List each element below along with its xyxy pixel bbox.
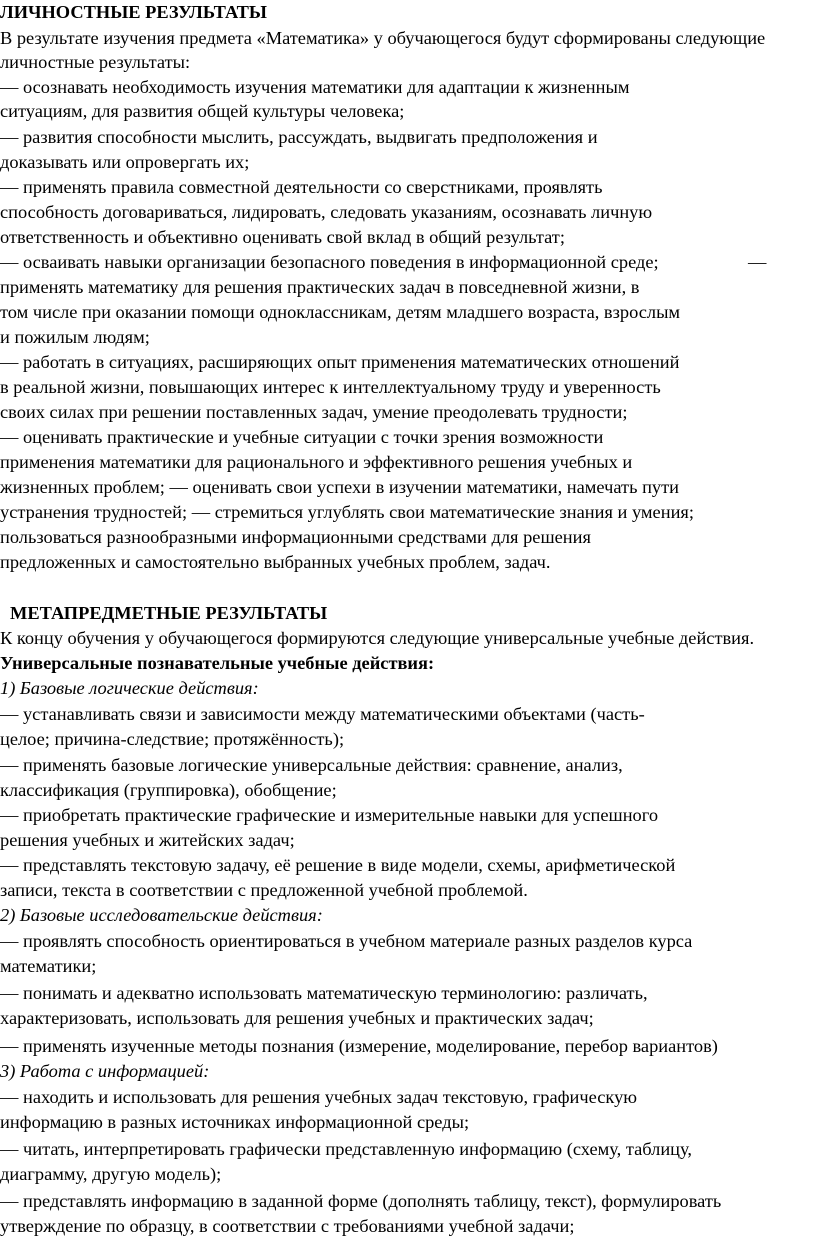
section-title-research: 2) Базовые исследовательские действия: [0,905,323,925]
personal-results-heading: ЛИЧНОСТНЫЕ РЕЗУЛЬТАТЫ [0,2,267,22]
paragraph-line: ситуациям, для развития общей культуры человека; [0,101,405,121]
list-item: — понимать и адекватно использовать математическую терминологию: различать, [0,983,648,1003]
paragraph-line: доказывать или опровергать их; [0,152,250,172]
list-item: — приобретать практические графические и измерительные навыки для успешного [0,805,659,825]
paragraph-line: устранения трудностей; — стремиться углублять свои математические знания и умения; [0,502,694,522]
list-item: — применять изученные методы познания (измерение, моделирование, перебор вариантов) [0,1036,718,1056]
paragraph-line: информацию в разных источниках информационной среды; [0,1112,470,1132]
paragraph-line: жизненных проблем; — оценивать свои успехи в изучении математики, намечать пути [0,477,679,497]
paragraph-line: В результате изучения предмета «Математика» у обучающегося будут сформированы следующие [0,28,766,48]
list-item: — проявлять способность ориентироваться в учебном материале разных разделов курса [0,931,693,951]
list-item: — работать в ситуациях, расширяющих опыт применения математических отношений [0,352,680,372]
paragraph-line: том числе при оказании помощи одноклассникам, детям младшего возраста, взрослым [0,302,681,322]
list-item: — осознавать необходимость изучения математики для адаптации к жизненным [0,77,630,97]
paragraph-line: утверждение по образцу, в соответствии с требованиями учебной задачи; [0,1216,575,1236]
list-item: — применять базовые логические универсальные действия: сравнение, анализ, [0,755,623,775]
list-item: — оценивать практические и учебные ситуации с точки зрения возможности [0,427,604,447]
list-item: — применять правила совместной деятельности со сверстниками, проявлять [0,177,603,197]
meta-intro: К концу обучения у обучающегося формируются следующие универсальные учебные действия. [0,628,755,648]
list-item: — осваивать навыки организации безопасного поведения в информационной среде; [0,252,659,272]
paragraph-line: классификация (группировка), обобщение; [0,780,337,800]
list-item: — представлять информацию в заданной форме (дополнять таблицу, текст), формулировать [0,1191,722,1211]
paragraph-line: в реальной жизни, повышающих интерес к интеллектуальному труду и уверенность [0,377,661,397]
paragraph-line: своих силах при решении поставленных задач, умение преодолевать трудности; [0,402,628,422]
paragraph-line: пользоваться разнообразными информационными средствами для решения [0,527,591,547]
paragraph-line: и пожилым людям; [0,327,150,347]
paragraph-line: применения математики для рационального и эффективного решения учебных и [0,452,633,472]
paragraph-line: способность договариваться, лидировать, следовать указаниям, осознавать личную [0,202,653,222]
paragraph-line: применять математику для решения практических задач в повседневной жизни, в [0,277,640,297]
trailing-dash: — [748,252,767,272]
paragraph-line: решения учебных и житейских задач; [0,830,295,850]
paragraph-line: ответственность и объективно оценивать свой вклад в общий результат; [0,227,565,247]
paragraph-line: характеризовать, использовать для решения учебных и практических задач; [0,1008,594,1028]
list-item: — развития способности мыслить, рассуждать, выдвигать предположения и [0,127,598,147]
section-title-logical: 1) Базовые логические действия: [0,678,259,698]
list-item: — находить и использовать для решения учебных задач текстовую, графическую [0,1087,638,1107]
paragraph-line: диаграмму, другую модель); [0,1164,222,1184]
paragraph-line: математики; [0,956,97,976]
paragraph-line: записи, текста в соответствии с предложенной учебной проблемой. [0,880,528,900]
meta-subheading: Универсальные познавательные учебные действия: [0,653,435,673]
list-item: — читать, интерпретировать графически представленную информацию (схему, таблицу, [0,1139,692,1159]
paragraph-line: личностные результаты: [0,52,191,72]
paragraph-line: предложенных и самостоятельно выбранных учебных проблем, задач. [0,552,551,572]
list-item: — устанавливать связи и зависимости между математическими объектами (часть- [0,704,645,724]
meta-results-heading: МЕТАПРЕДМЕТНЫЕ РЕЗУЛЬТАТЫ [10,603,328,623]
list-item: — представлять текстовую задачу, её решение в виде модели, схемы, арифметической [0,855,676,875]
paragraph-line: целое; причина-следствие; протяжённость); [0,729,345,749]
section-title-information: 3) Работа с информацией: [0,1061,210,1081]
